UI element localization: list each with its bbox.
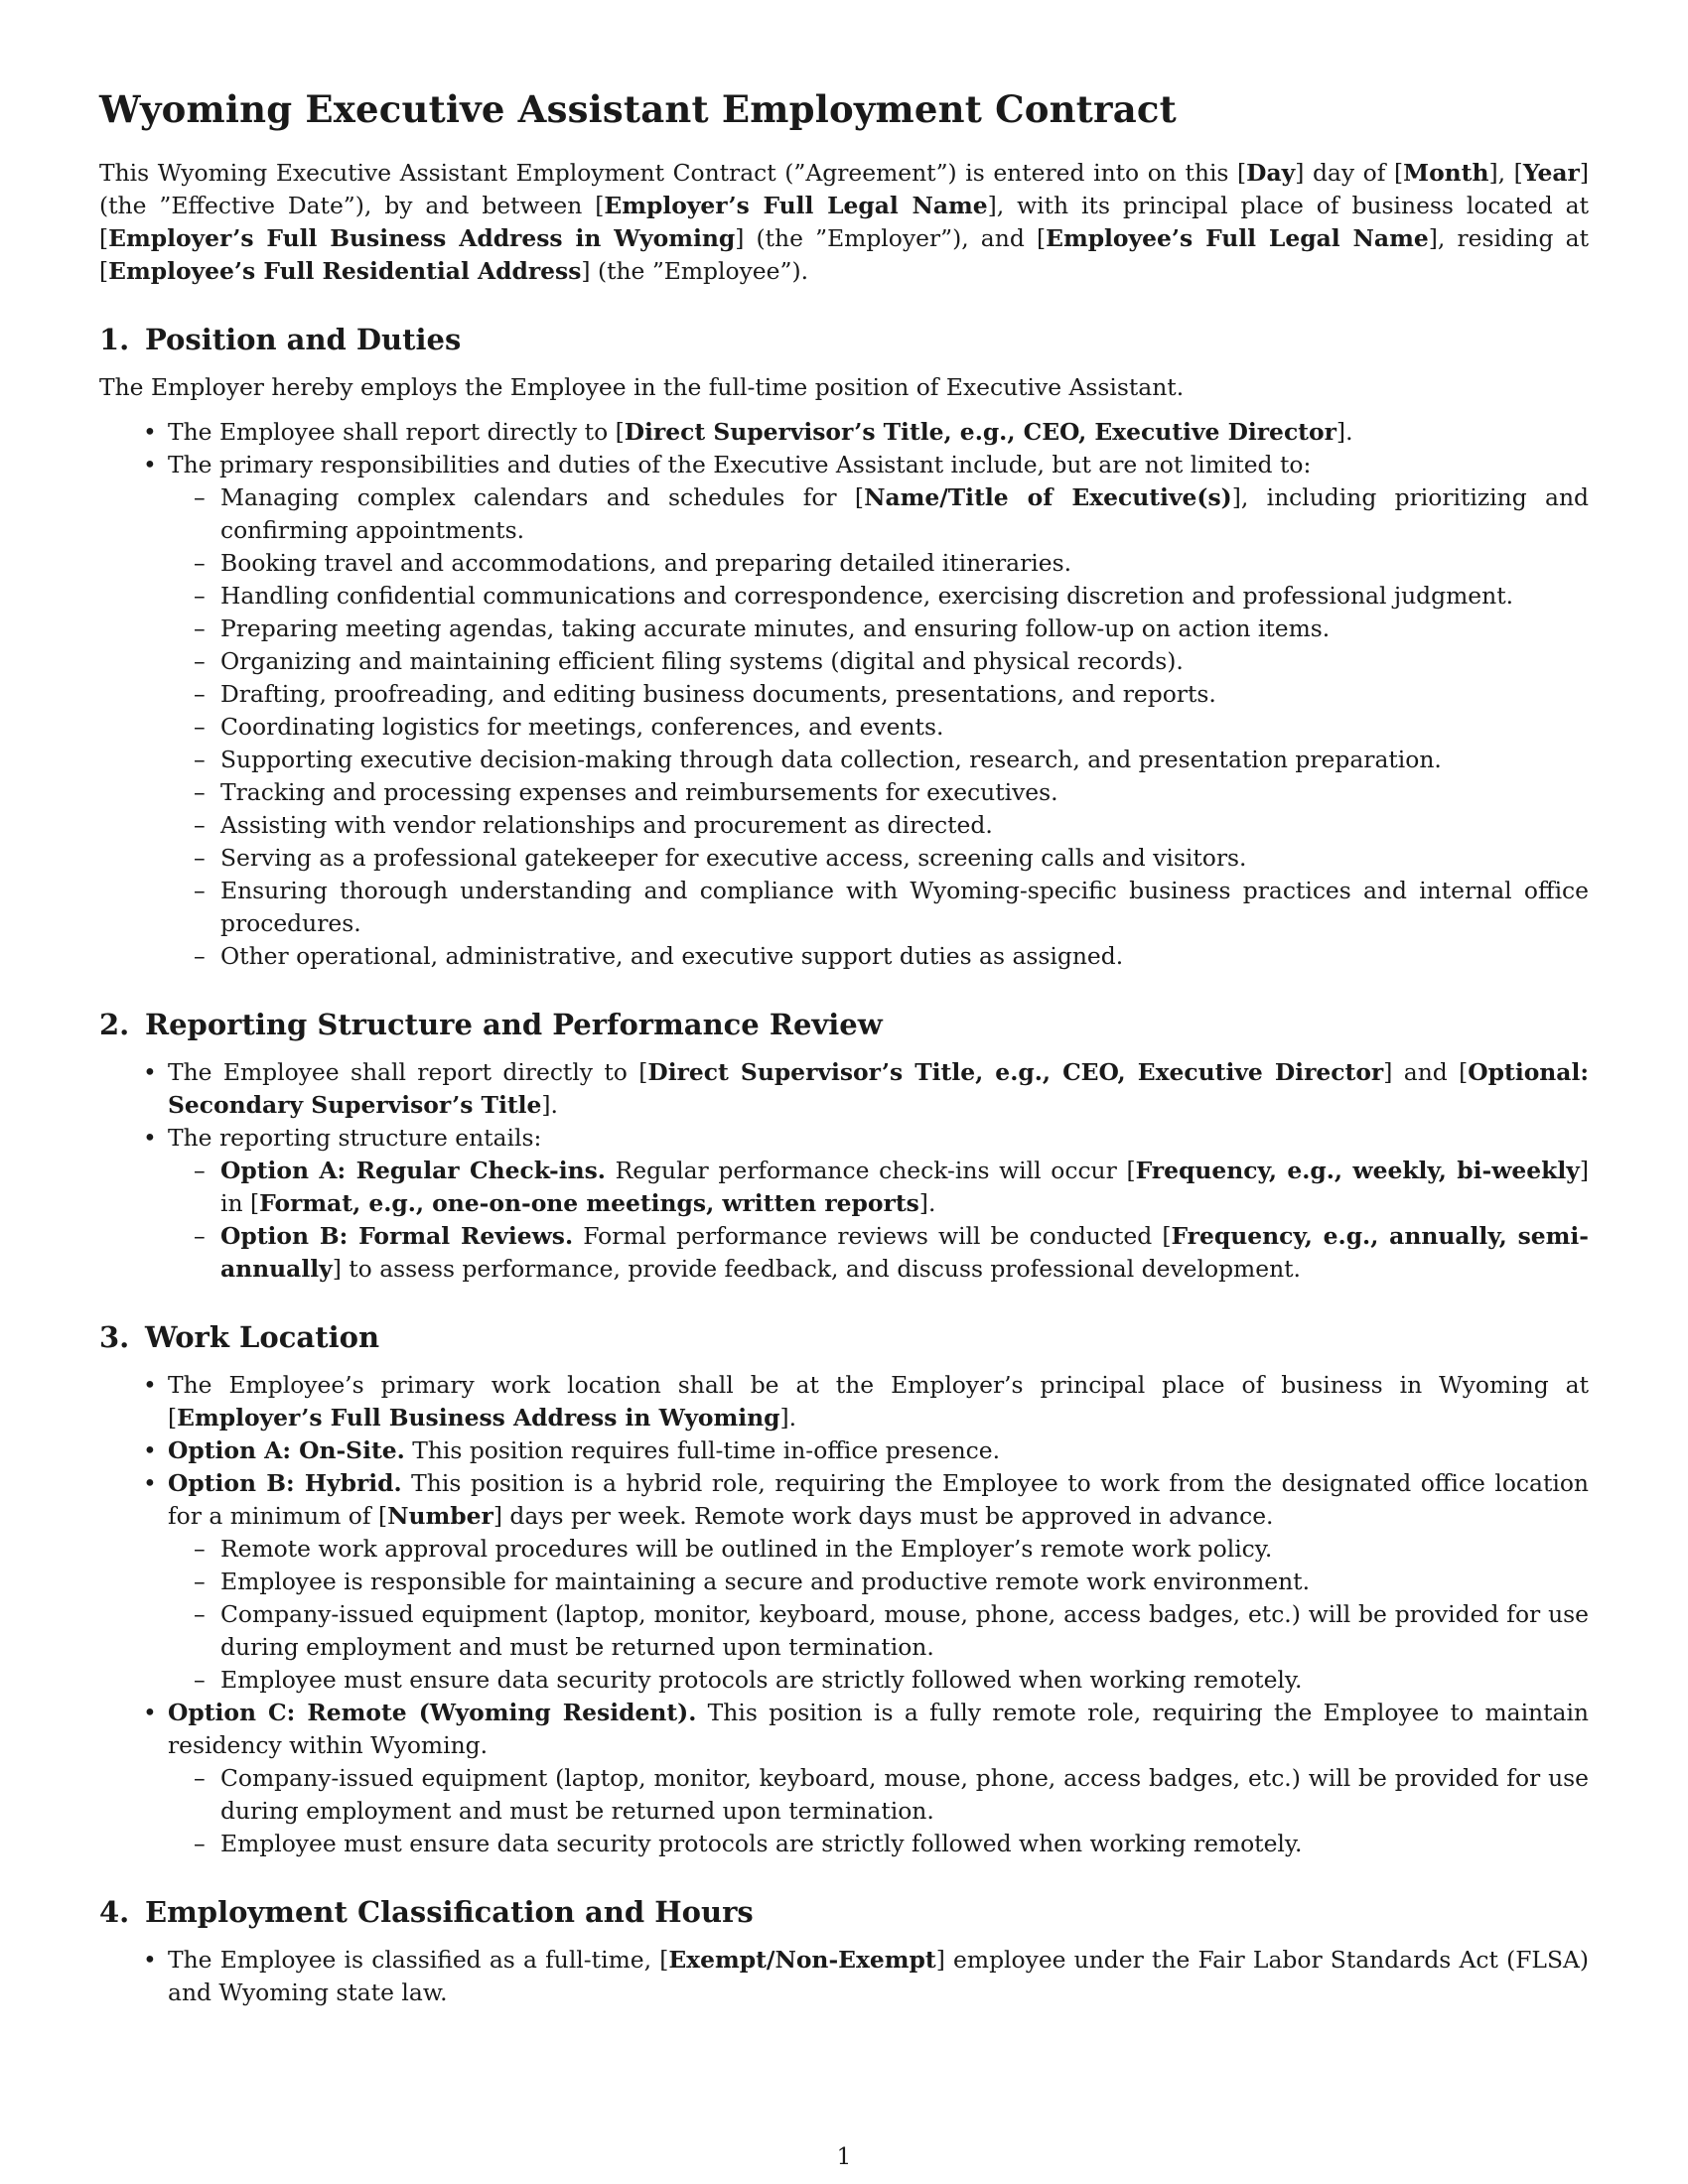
placeholder-field: Number	[387, 1502, 493, 1530]
text-run: Tracking and processing expenses and reimbursements for executives.	[220, 778, 1058, 806]
placeholder-field: Name/Title of Executive(s)	[864, 483, 1232, 511]
sub-list-item	[160, 875, 1589, 940]
sub-list-item	[160, 645, 1589, 678]
text-run: , with its principal place of business located at	[996, 192, 1589, 219]
sub-list-item	[160, 940, 1589, 973]
text-run: , residing at	[1437, 224, 1589, 252]
sub-list-item	[160, 678, 1589, 711]
document-page	[99, 87, 1589, 2009]
text-run: .	[550, 1091, 558, 1119]
page-number: 1	[836, 2144, 852, 2170]
text-run: Remote work approval procedures will be outlined in the Employer’s remote work policy.	[220, 1535, 1273, 1563]
text-run: Supporting executive decision-making through data collection, research, and presentation preparation.	[220, 746, 1442, 773]
list-item	[99, 1434, 1589, 1467]
sub-list-item: – Managing complex calendars and schedules for [Name/Title of Executive(s)], including prioritizing and confirming appointments.	[160, 481, 1589, 547]
sub-list-item	[160, 842, 1589, 875]
text-run: Managing complex calendars and schedules for	[220, 483, 855, 511]
text-run: , including prioritizing and confirming appointments.	[220, 483, 1589, 544]
section-heading	[99, 322, 1589, 357]
sub-list-item	[160, 809, 1589, 842]
text-run: .	[1345, 418, 1353, 446]
text-run: (the ”Employee”).	[590, 257, 809, 285]
placeholder-field: Direct Supervisor’s Title, e.g., CEO, Executive Director	[624, 418, 1336, 446]
bullet-list	[99, 1944, 1589, 2009]
text-run: .	[788, 1404, 797, 1432]
sections-container	[99, 322, 1589, 2009]
page-title: Wyoming Executive Assistant Employment Contract	[99, 87, 1177, 131]
section-number: 3.	[99, 1320, 130, 1354]
list-item: • The Employee is classified as a full-time, [Exempt/Non-Exempt] employee under the Fair Labor Standards Act (FLSA) and Wyoming state law.	[99, 1944, 1589, 2009]
sub-list-item	[160, 1828, 1589, 1860]
text-run: Drafting, proofreading, and editing business documents, presentations, and reports.	[220, 680, 1216, 708]
section-lead-paragraph: The Employer hereby employs the Employee in the full-time position of Executive Assistant.	[99, 373, 1185, 401]
text-run: This Wyoming Executive Assistant Employment Contract (”Agreement”) is entered into on this	[99, 159, 1238, 187]
bold-label: Option C: Remote (Wyoming Resident).	[168, 1699, 697, 1726]
sub-list-item	[160, 1598, 1589, 1664]
bold-label: Option B: Formal Reviews.	[220, 1222, 574, 1250]
sub-list-item	[160, 547, 1589, 580]
bullet-list	[99, 1056, 1589, 1286]
text-run: (the ”Employer”), and	[744, 224, 1037, 252]
list-item	[99, 1122, 1589, 1286]
text-run: (the ”Effective Date”), by and between	[99, 192, 596, 219]
text-run: The Employee shall report directly to	[168, 418, 616, 446]
section-number: 1.	[99, 323, 130, 356]
bold-label: Option A: Regular Check-ins.	[220, 1157, 606, 1184]
placeholder-field: Format, e.g., one-on-one meetings, written reports	[259, 1189, 919, 1217]
text-run: Employee must ensure data security protocols are strictly followed when working remotely.	[220, 1830, 1303, 1857]
section-title: Reporting Structure and Performance Review	[145, 1008, 883, 1041]
text-run: Ensuring thorough understanding and compliance with Wyoming-specific business practices and internal office procedures.	[220, 877, 1589, 937]
sub-list-item	[160, 1664, 1589, 1697]
text-run: The Employee is classified as a full-time,	[168, 1946, 660, 1974]
placeholder-field: Optional: Secondary Supervisor’s Title	[168, 1058, 1589, 1119]
placeholder-field: Exempt/Non-Exempt	[668, 1946, 936, 1974]
text-run: This position requires full-time in-office presence.	[404, 1436, 1001, 1464]
sub-list-item	[160, 580, 1589, 613]
text-run: Company-issued equipment (laptop, monitor, keyboard, mouse, phone, access badges, etc.) will be provided for use during employment and must be returned upon termination.	[220, 1764, 1589, 1825]
text-run: Handling confidential communications and correspondence, exercising discretion and professional judgment.	[220, 582, 1514, 610]
bold-label: Option A: On-Site.	[168, 1436, 405, 1464]
section-title: Work Location	[145, 1320, 380, 1354]
section-heading	[99, 1319, 1589, 1355]
list-item	[99, 1697, 1589, 1860]
text-run: The Employee’s primary work location shall be at the Employer’s principal place of business in Wyoming at	[168, 1371, 1589, 1399]
section-heading	[99, 1894, 1589, 1930]
intro-paragraph: This Wyoming Executive Assistant Employment Contract (”Agreement”) is entered into on this [Day] day of [Month], [Year] (the ”Effective Date”), by and between [Employer’s Full Legal Name], with its principal place of business located at [Employer’s Full Business Address in Wyoming] (the ”Employer”), and [Employee’s Full Legal Name], residing at [Employee’s Full Residential Address] (the ”Employee”).	[99, 159, 1589, 285]
text-run: The Employee shall report directly to	[168, 1058, 639, 1086]
sub-list-item	[160, 711, 1589, 744]
section-heading	[99, 1007, 1589, 1042]
text-run: Preparing meeting agendas, taking accurate minutes, and ensuring follow-up on action items.	[220, 614, 1331, 642]
placeholder-field: Employee’s Full Residential Address	[108, 257, 582, 285]
text-run: employee under the Fair Labor Standards Act (FLSA) and Wyoming state law.	[168, 1946, 1589, 2006]
list-item: • The Employee shall report directly to [Direct Supervisor’s Title, e.g., CEO, Executive Director] and [Optional: Secondary Supervisor’s Title].	[99, 1056, 1589, 1122]
text-run: Formal performance reviews will be conducted	[573, 1222, 1163, 1250]
sub-list-item	[160, 744, 1589, 776]
sub-list-item	[160, 613, 1589, 645]
sub-list	[168, 1533, 1589, 1697]
text-run: The reporting structure entails:	[168, 1124, 542, 1152]
bold-label: Option B: Hybrid.	[168, 1469, 402, 1497]
sub-list	[168, 481, 1589, 973]
placeholder-field: Direct Supervisor’s Title, e.g., CEO, Executive Director	[647, 1058, 1384, 1086]
text-run: day of	[1304, 159, 1395, 187]
text-run: Company-issued equipment (laptop, monitor, keyboard, mouse, phone, access badges, etc.) will be provided for use during employment and must be returned upon termination.	[220, 1600, 1589, 1661]
section-title: Employment Classification and Hours	[145, 1895, 754, 1929]
list-item: • The Employee shall report directly to [Direct Supervisor’s Title, e.g., CEO, Executive Director].	[99, 416, 1589, 449]
placeholder-field: Year	[1522, 159, 1580, 187]
list-item: • Option B: Hybrid. This position is a hybrid role, requiring the Employee to work from the designated office location for a minimum of [Number] days per week. Remote work days must be approved in advance. – Remote work approval procedures will be outlined in the Employer’s remote work policy. – Employee is responsible for maintaining a secure and productive remote work environment. – Company-issued equipment (laptop, monitor, keyboard, mouse, phone, access badges, etc.) will be provided for use during employment and must be returned upon termination. – Employee must ensure data security protocols are strictly followed when working remotely.	[99, 1467, 1589, 1697]
text-run: days per week. Remote work days must be approved in advance.	[501, 1502, 1274, 1530]
text-run: .	[927, 1189, 936, 1217]
placeholder-field: Day	[1246, 159, 1296, 187]
text-run: Assisting with vendor relationships and procurement as directed.	[220, 811, 993, 839]
sub-list-item: – Option A: Regular Check-ins. Regular performance check-ins will occur [Frequency, e.g., weekly, bi-weekly] in [Format, e.g., one-on-one meetings, written reports].	[160, 1155, 1589, 1220]
text-run: This position is a fully remote role, requiring the Employee to maintain residency within Wyoming.	[168, 1699, 1590, 1759]
bullet-list	[99, 1369, 1589, 1860]
section-number: 4.	[99, 1895, 130, 1929]
sub-list	[168, 1762, 1589, 1860]
placeholder-field: Frequency, e.g., annually, semi-annually	[220, 1222, 1589, 1283]
section-number: 2.	[99, 1008, 130, 1041]
placeholder-field: Month	[1403, 159, 1489, 187]
text-run: The primary responsibilities and duties of the Executive Assistant include, but are not limited to:	[168, 451, 1312, 478]
text-run: Booking travel and accommodations, and preparing detailed itineraries.	[220, 549, 1072, 577]
text-run: Organizing and maintaining efficient filing systems (digital and physical records).	[220, 647, 1184, 675]
bullet-list	[99, 416, 1589, 973]
text-run: ,	[1497, 159, 1514, 187]
sub-list-item	[160, 1566, 1589, 1598]
sub-list-item	[160, 1762, 1589, 1828]
sub-list-item	[160, 776, 1589, 809]
sub-list-item: – Option B: Formal Reviews. Formal performance reviews will be conducted [Frequency, e.g., annually, semi-annually] to assess performance, provide feedback, and discuss professional development.	[160, 1220, 1589, 1286]
placeholder-field: Employee’s Full Legal Name	[1046, 224, 1429, 252]
text-run: This position is a hybrid role, requiring the Employee to work from the designated office location for a minimum of	[168, 1469, 1589, 1530]
sub-list	[168, 1155, 1589, 1286]
section-title: Position and Duties	[145, 323, 462, 356]
text-run: Regular performance check-ins will occur	[605, 1157, 1127, 1184]
list-item	[99, 449, 1589, 973]
placeholder-field: Frequency, e.g., weekly, bi-weekly	[1135, 1157, 1580, 1184]
text-run: Coordinating logistics for meetings, conferences, and events.	[220, 713, 944, 741]
placeholder-field: Employer’s Full Legal Name	[604, 192, 988, 219]
placeholder-field: Employer’s Full Business Address in Wyoming	[108, 224, 736, 252]
text-run: and	[1392, 1058, 1460, 1086]
text-run: to assess performance, provide feedback, and discuss professional development.	[341, 1255, 1301, 1283]
text-run: Employee is responsible for maintaining a secure and productive remote work environment.	[220, 1568, 1311, 1595]
text-run: in	[220, 1189, 250, 1217]
text-run: Other operational, administrative, and executive support duties as assigned.	[220, 942, 1124, 970]
text-run: Employee must ensure data security protocols are strictly followed when working remotely.	[220, 1666, 1303, 1694]
list-item: • The Employee’s primary work location shall be at the Employer’s principal place of business in Wyoming at [Employer’s Full Business Address in Wyoming].	[99, 1369, 1589, 1434]
text-run: Serving as a professional gatekeeper for executive access, screening calls and visitors.	[220, 844, 1247, 872]
placeholder-field: Employer’s Full Business Address in Wyoming	[177, 1404, 780, 1432]
sub-list-item	[160, 1533, 1589, 1566]
